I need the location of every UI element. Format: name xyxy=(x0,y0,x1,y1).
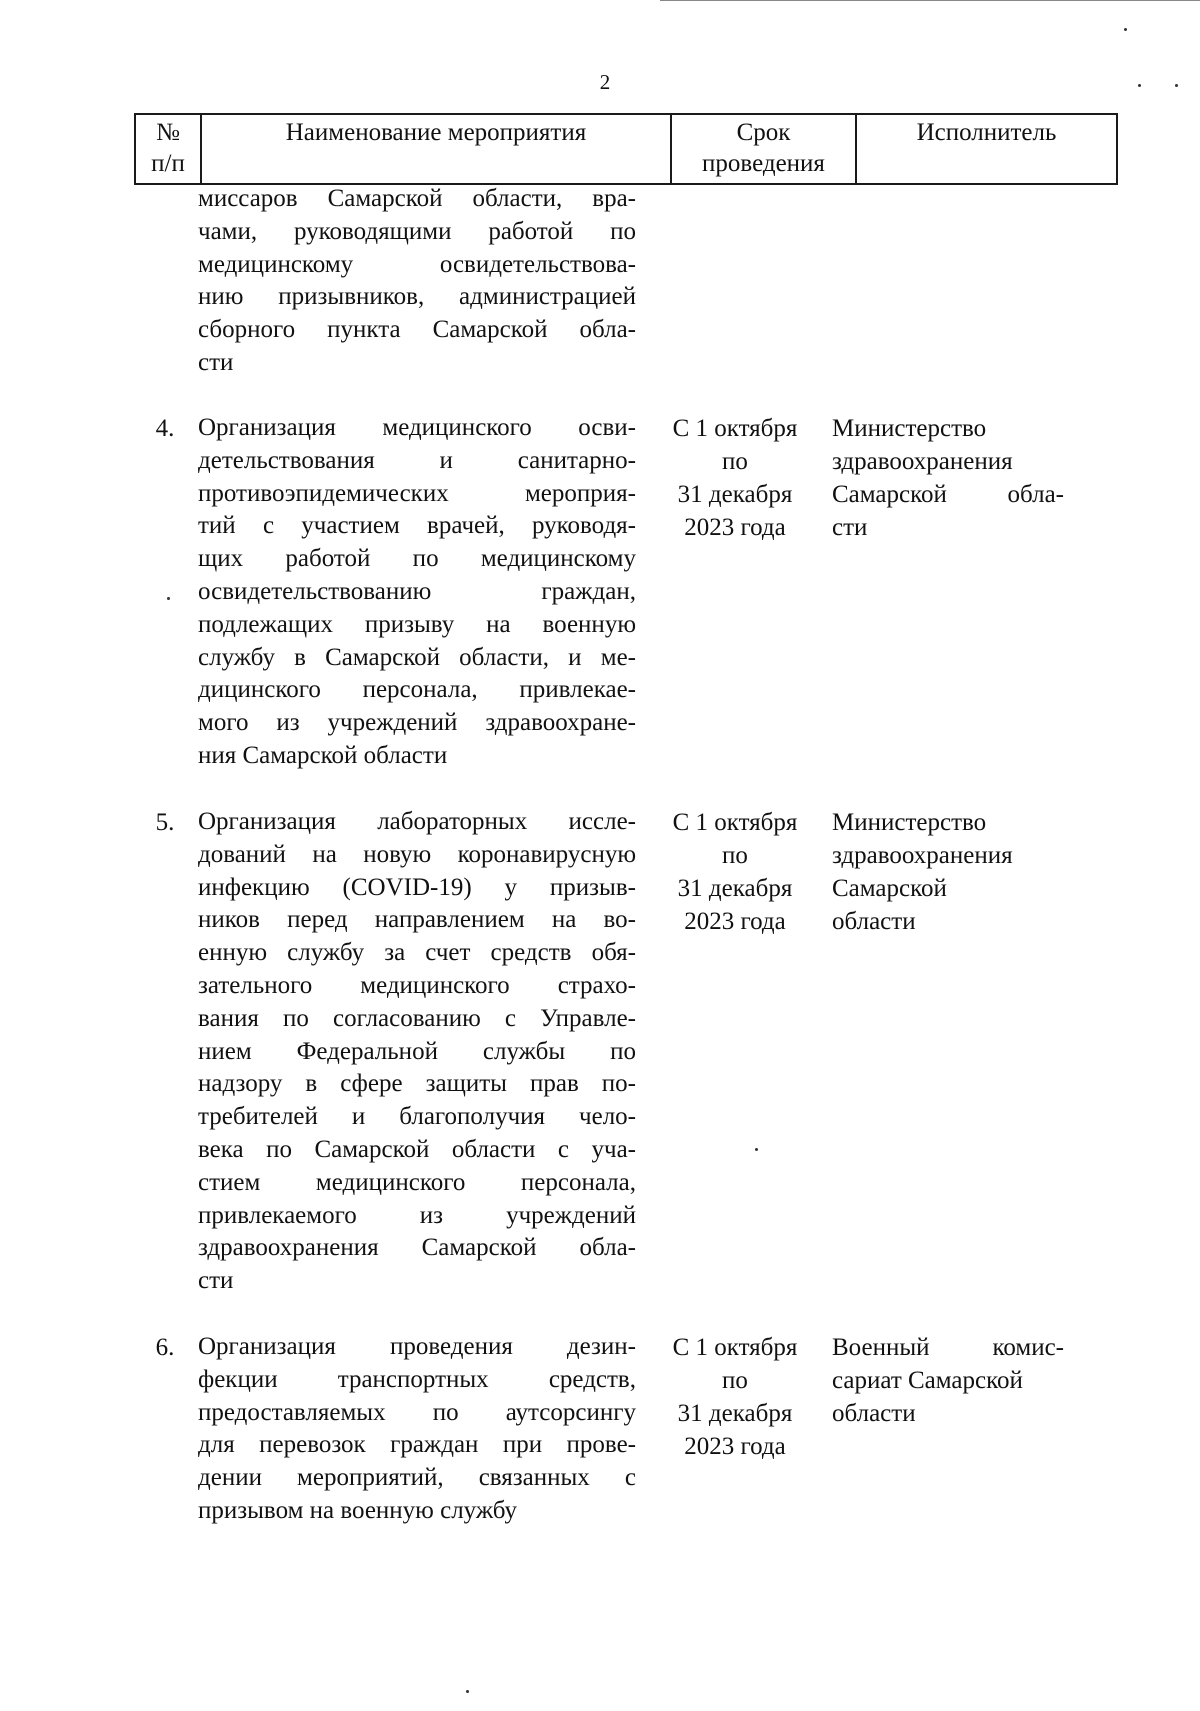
page-top-edge-line xyxy=(660,0,1200,1)
row-name-line: века по Самарской области с уча- xyxy=(198,1135,636,1163)
scan-speck xyxy=(755,1148,758,1151)
header-number-line2: п/п xyxy=(151,150,185,177)
row-term-line: по xyxy=(722,1367,748,1394)
row-term-line: 31 декабря xyxy=(677,481,793,508)
row-name-line: освидетельствованию граждан, xyxy=(198,577,636,605)
page-number: 2 xyxy=(599,70,611,94)
row-term-line: по xyxy=(722,842,748,869)
row-term xyxy=(655,806,815,938)
header-term-line2: проведения xyxy=(702,150,825,177)
row-term xyxy=(655,412,815,544)
row-executor-line: здравоохранения xyxy=(832,448,1013,475)
row-term-line: С 1 октября xyxy=(672,415,798,442)
row-term-line: С 1 октября xyxy=(672,809,798,836)
row-name-line: нием Федеральной службы по xyxy=(198,1037,636,1065)
row-name-line: сти xyxy=(198,348,234,376)
row-term-line: 2023 года xyxy=(684,514,786,541)
row-name-line: инфекцию (COVID-19) у призыв- xyxy=(198,873,636,901)
row-term-line: 2023 года xyxy=(684,908,786,935)
row-executor-line: Самарской xyxy=(832,875,947,902)
row-term-line: 31 декабря xyxy=(677,875,793,902)
header-term-line1: Срок xyxy=(736,119,791,146)
row-number: 6. xyxy=(155,1334,175,1361)
row-name-line: щих работой по медицинскому xyxy=(198,545,636,573)
row-name-line: призывом на военную службу xyxy=(198,1496,518,1524)
row-name-line: Организация лабораторных иссле- xyxy=(198,808,636,835)
row-name-line: тий с участием врачей, руководя- xyxy=(198,512,636,540)
row-number: 5. xyxy=(155,809,175,836)
row-name-line: чами, руководящими работой по xyxy=(198,217,636,245)
row-executor-line: Самарской обла- xyxy=(832,481,1064,508)
row-name-line: ников перед направлением на во- xyxy=(198,906,636,934)
row-name-line: фекции транспортных средств, xyxy=(198,1365,636,1393)
row-name-line: дении мероприятий, связанных с xyxy=(198,1464,636,1492)
row-name-line: подлежащих призыву на военную xyxy=(198,610,636,638)
row-number: 4. xyxy=(155,415,175,442)
row-term xyxy=(655,1331,815,1463)
row-name xyxy=(198,1331,636,1528)
row-executor-line: области xyxy=(832,908,916,935)
row-name xyxy=(198,806,636,1298)
row-name-line: мого из учреждений здравоохране- xyxy=(198,709,636,737)
row-executor-line: сти xyxy=(832,514,868,541)
row-name xyxy=(198,183,636,380)
row-executor-line: здравоохранения xyxy=(832,842,1013,869)
row-name-line: вания по согласованию с Управле- xyxy=(198,1004,636,1032)
row-name-line: медицинскому освидетельствова- xyxy=(198,250,636,278)
row-term-line: С 1 октября xyxy=(672,1334,798,1361)
row-name-line: миссаров Самарской области, вра- xyxy=(198,185,636,212)
header-term-cell xyxy=(671,114,856,184)
row-executor xyxy=(832,1331,1064,1430)
row-name-line: дицинского персонала, привлекае- xyxy=(198,676,636,704)
row-term-line: 31 декабря xyxy=(677,1400,793,1427)
row-executor-line: области xyxy=(832,1400,916,1427)
header-number-cell xyxy=(135,114,201,184)
header-executor-cell: Исполнитель xyxy=(856,114,1117,184)
scan-speck xyxy=(1138,84,1141,87)
scan-speck xyxy=(1124,28,1127,31)
row-name-line: сти xyxy=(198,1267,234,1295)
header-name-cell: Наименование мероприятия xyxy=(201,114,671,184)
row-name-line: детельствования и санитарно- xyxy=(198,446,636,474)
row-name-line: нию призывников, администрацией xyxy=(198,283,636,311)
row-name-line: надзору в сфере защиты прав по- xyxy=(198,1070,636,1098)
row-term-line: 2023 года xyxy=(684,1433,786,1460)
row-name-line: сборного пункта Самарской обла- xyxy=(198,316,636,344)
row-name-line: противоэпидемических мероприя- xyxy=(198,479,636,507)
table-header xyxy=(134,113,1118,185)
row-name-line: енную службу за счет средств обя- xyxy=(198,939,636,967)
row-name-line: Организация медицинского осви- xyxy=(198,414,636,441)
row-name-line: для перевозок граждан при прове- xyxy=(198,1431,636,1459)
row-name-line: стием медицинского персонала, xyxy=(198,1168,636,1196)
scan-speck xyxy=(466,1690,469,1693)
row-name-line: дований на новую коронавирусную xyxy=(198,840,636,868)
row-executor-line: Министерство xyxy=(832,809,987,836)
row-executor xyxy=(832,412,1064,544)
row-name-line: привлекаемого из учреждений xyxy=(198,1201,636,1229)
row-name-line: предоставляемых по аутсорсингу xyxy=(198,1398,636,1426)
row-name xyxy=(198,412,636,773)
row-executor-line: Министерство xyxy=(832,415,987,442)
row-term-line: по xyxy=(722,448,748,475)
scan-speck xyxy=(167,597,170,600)
row-name-line: требителей и благополучия чело- xyxy=(198,1103,636,1131)
scan-speck xyxy=(1175,84,1178,87)
row-name-line: Организация проведения дезин- xyxy=(198,1333,636,1360)
row-executor-line: сариат Самарской xyxy=(832,1367,1023,1394)
header-number-line1: № xyxy=(156,119,180,146)
row-executor-line: Военный комис- xyxy=(832,1334,1064,1361)
row-executor xyxy=(832,806,1064,938)
row-name-line: службу в Самарской области, и ме- xyxy=(198,643,636,671)
row-name-line: ния Самарской области xyxy=(198,741,448,769)
row-name-line: здравоохранения Самарской обла- xyxy=(198,1234,636,1262)
row-name-line: зательного медицинского страхо- xyxy=(198,971,636,999)
